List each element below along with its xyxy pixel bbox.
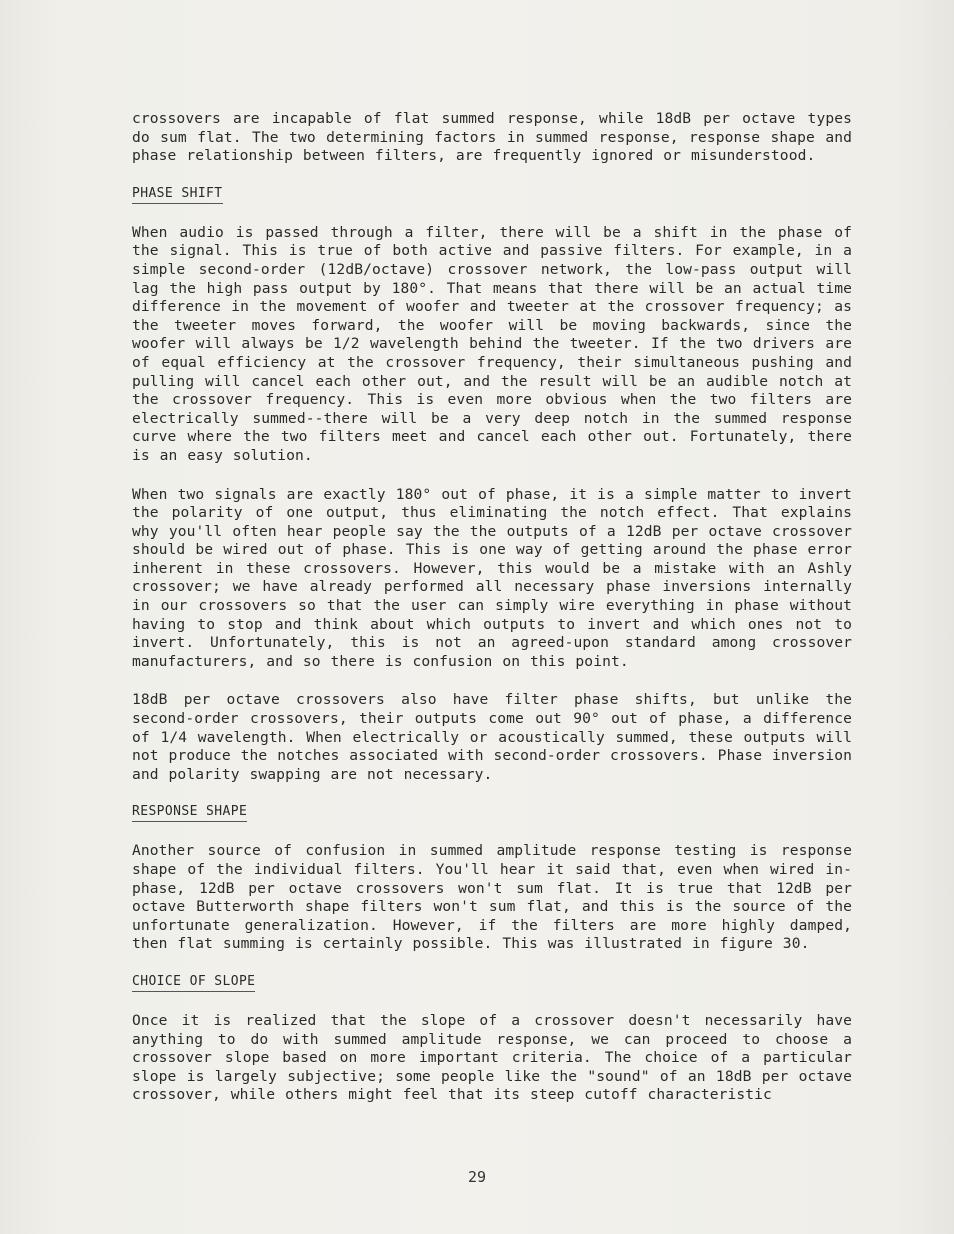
section-heading-choice-of-slope: CHOICE OF SLOPE [132, 974, 255, 992]
section-heading-phase-shift: PHASE SHIFT [132, 186, 223, 204]
page-content [132, 110, 852, 1105]
body-paragraph: Once it is realized that the slope of a crossover doesn't necessarily have anything to do with summed amplitude response, we can proceed to choose a crossover slope based on more important criteria. The choice of a particular slope is largely subjective; some people like the "sound" of an 18dB per octave crossover, while others might feel that its steep cutoff characteristic [132, 1011, 852, 1104]
page-number: 29 [467, 1168, 487, 1186]
body-paragraph: When audio is passed through a filter, there will be a shift in the phase of the signal. This is true of both active and passive filters. For example, in a simple second-order (12dB/octave) crossover network, the low-pass output will lag the high pass output by 180°. That means that there will be an actual time difference in the movement of woofer and tweeter at the crossover frequency; as the tweeter moves forward, the woofer will be moving backwards, since the woofer will always be 1/2 wavelength behind the tweeter. If the two drivers are of equal efficiency at the crossover frequency, their simultaneous pushing and pulling will cancel each other out, and the result will be an audible notch at the crossover frequency. This is even more obvious when the two filters are electrically summed--there will be a very deep notch in the summed response curve where the two filters meet and cancel each other out. Fortunately, there is an easy solution. [132, 223, 852, 464]
body-paragraph: 18dB per octave crossovers also have filter phase shifts, but unlike the second-order crossovers, their outputs come out 90° out of phase, a difference of 1/4 wavelength. When electrically or acoustically summed, these outputs will not produce the notches associated with second-order crossovers. Phase inversion and polarity swapping are not necessary. [132, 691, 852, 783]
body-paragraph: crossovers are incapable of flat summed response, while 18dB per octave types do sum flat. The two determining factors in summed response, response shape and phase relationship between filters, are frequently ignored or misunderstood. [132, 110, 852, 165]
body-paragraph: Another source of confusion in summed amplitude response testing is response shape of the individual filters. You'll hear it said that, even when wired in-phase, 12dB per octave crossovers won't sum flat. It is true that 12dB per octave Butterworth shape filters won't sum flat, and this is the source of the unfortunate generalization. However, if the filters are more highly damped, then flat summing is certainly possible. This was illustrated in figure 30. [132, 842, 852, 953]
body-paragraph: When two signals are exactly 180° out of phase, it is a simple matter to invert the polarity of one output, thus eliminating the notch effect. That explains why you'll often hear people say the the outputs of a 12dB per octave crossover should be wired out of phase. This is one way of getting around the phase error inherent in these crossovers. However, this would be a mistake with an Ashly crossover; we have already performed all necessary phase inversions internally in our crossovers so that the user can simply wire everything in phase without having to stop and think about which outputs to invert and which ones not to invert. Unfortunately, this is not an agreed-upon standard among crossover manufacturers, and so there is confusion on this point. [132, 485, 852, 670]
section-heading-response-shape: RESPONSE SHAPE [132, 804, 247, 822]
